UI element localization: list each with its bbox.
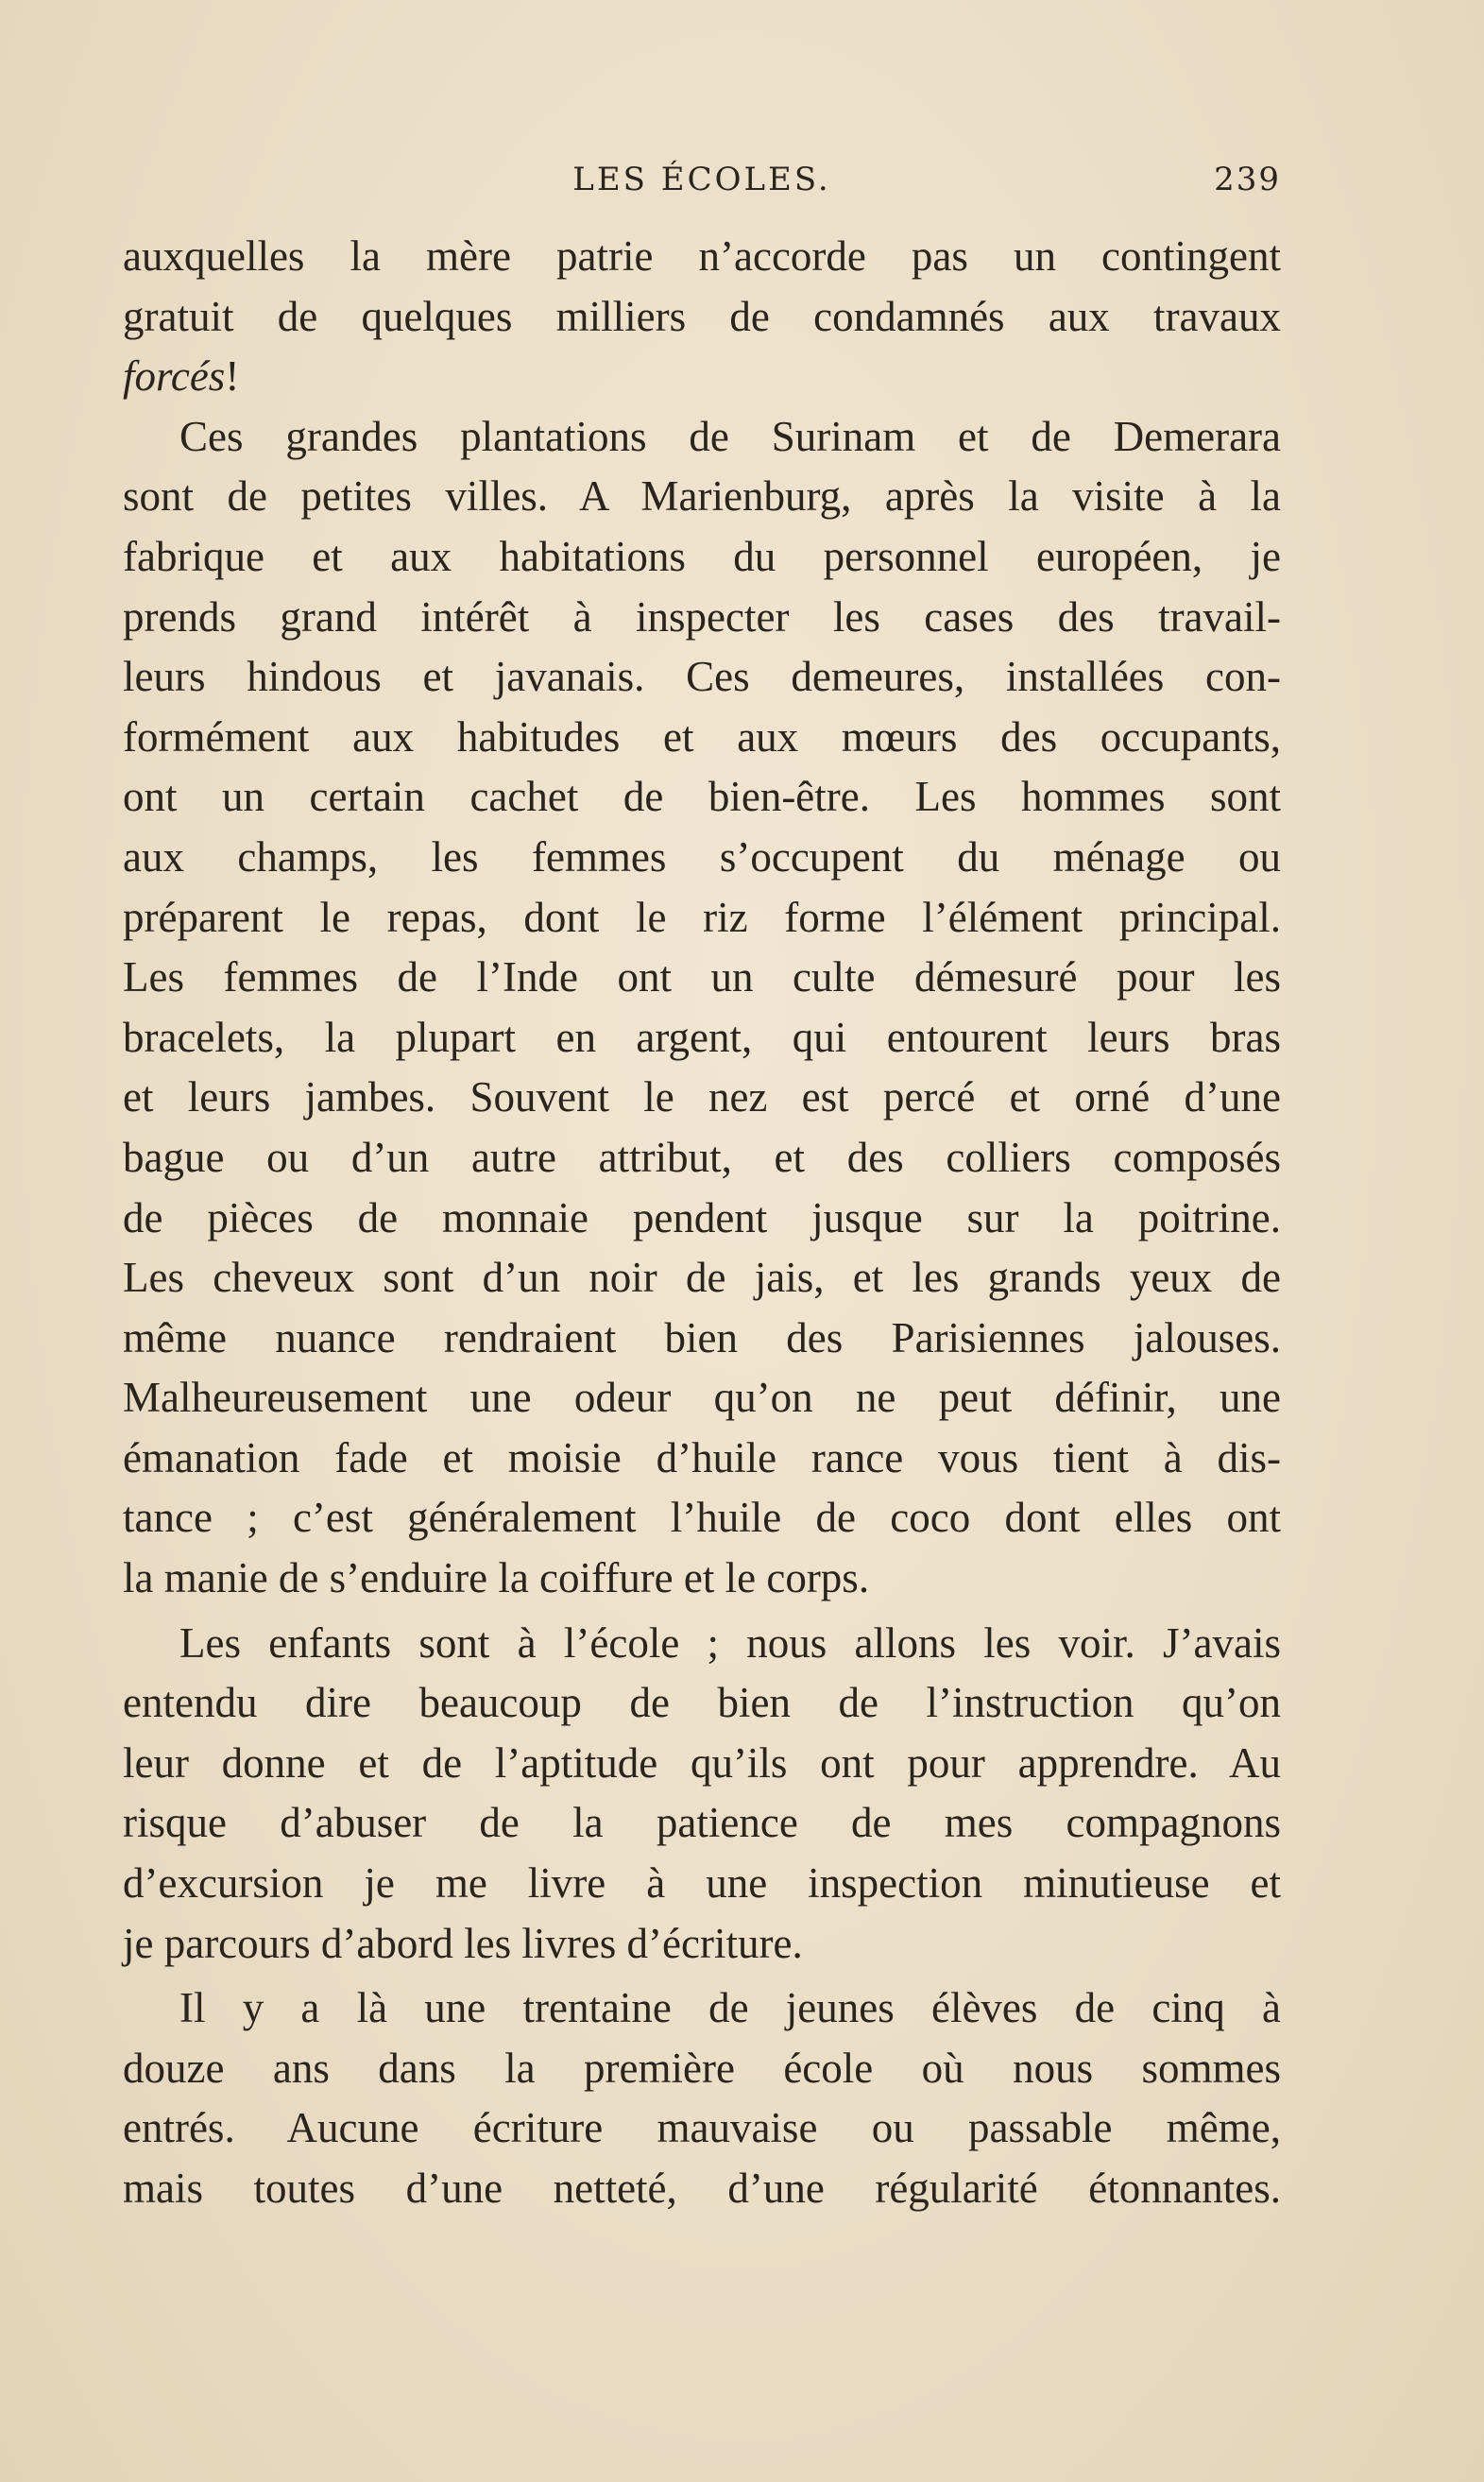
text-line: mais toutes d’une netteté, d’une régularité étonnantes.	[123, 2165, 1281, 2212]
text-line: auxquelles la mère patrie n’accorde pas un contingent	[123, 232, 1281, 280]
italic-word: forcés	[123, 352, 226, 401]
paragraph-3	[123, 1614, 1281, 1975]
punctuation: !	[225, 352, 240, 401]
page-header	[123, 161, 1281, 206]
running-title: LES ÉCOLES.	[572, 161, 831, 198]
text-line: ont un certain cachet de bien-être. Les hommes sont	[123, 773, 1281, 821]
paragraph-4	[123, 1978, 1281, 2218]
text-line	[123, 347, 1281, 407]
text-line: formément aux habitudes et aux mœurs des occupants,	[123, 712, 1281, 761]
text-line: gratuit de quelques milliers de condamnés aux travaux	[123, 292, 1281, 340]
text-line: de pièces de monnaie pendent jusque sur la poitrine.	[123, 1193, 1281, 1241]
text-line: et leurs jambes. Souvent le nez est percé et orné d’une	[123, 1073, 1281, 1121]
text-line: bague ou d’un autre attribut, et des colliers composés	[123, 1133, 1281, 1181]
paragraph-1	[123, 227, 1281, 407]
page-number: 239	[1214, 161, 1281, 198]
text-line: émanation fade et moisie d’huile rance vous tient à dis-	[123, 1433, 1281, 1481]
text-line: tance ; c’est généralement l’huile de coco dont elles ont	[123, 1494, 1281, 1542]
text-line: préparent le repas, dont le riz forme l’élément principal.	[123, 893, 1281, 941]
text-line: Les cheveux sont d’un noir de jais, et les grands yeux de	[123, 1254, 1281, 1302]
text-line: douze ans dans la première école où nous sommes	[123, 2044, 1281, 2092]
text-line: la manie de s’enduire la coiffure et le corps.	[123, 1554, 870, 1602]
text-line: aux champs, les femmes s’occupent du ménage ou	[123, 832, 1281, 881]
text-line: leurs hindous et javanais. Ces demeures, installées con-	[123, 653, 1281, 701]
text-line: bracelets, la plupart en argent, qui entourent leurs bras	[123, 1013, 1281, 1061]
text-line: même nuance rendraient bien des Parisiennes jalouses.	[123, 1313, 1281, 1361]
text-line: Les enfants sont à l’école ; nous allons les voir. J’avais	[179, 1618, 1281, 1667]
text-line: prends grand intérêt à inspecter les cases des travail-	[123, 592, 1281, 641]
text-line: Il y a là une trentaine de jeunes élèves de cinq à	[179, 1984, 1281, 2032]
text-line: je parcours d’abord les livres d’écriture.	[123, 1919, 803, 1967]
text-line: leur donne et de l’aptitude qu’ils ont pour apprendre. Au	[123, 1738, 1281, 1787]
text-line: fabrique et aux habitations du personnel européen, je	[123, 532, 1281, 580]
text-line: d’excursion je me livre à une inspection minutieuse et	[123, 1859, 1281, 1908]
text-line: Les femmes de l’Inde ont un culte démesuré pour les	[123, 953, 1281, 1001]
text-line: entendu dire beaucoup de bien de l’instruction qu’on	[123, 1679, 1281, 1727]
text-line: risque d’abuser de la patience de mes compagnons	[123, 1799, 1281, 1847]
paragraph-2	[123, 407, 1281, 1609]
text-line: Ces grandes plantations de Surinam et de Demerara	[179, 412, 1281, 460]
text-line: entrés. Aucune écriture mauvaise ou passable même,	[123, 2104, 1281, 2152]
text-line: Malheureusement une odeur qu’on ne peut définir, une	[123, 1374, 1281, 1422]
text-line: sont de petites villes. A Marienburg, après la visite à la	[123, 472, 1281, 521]
body-text	[123, 227, 1281, 2219]
